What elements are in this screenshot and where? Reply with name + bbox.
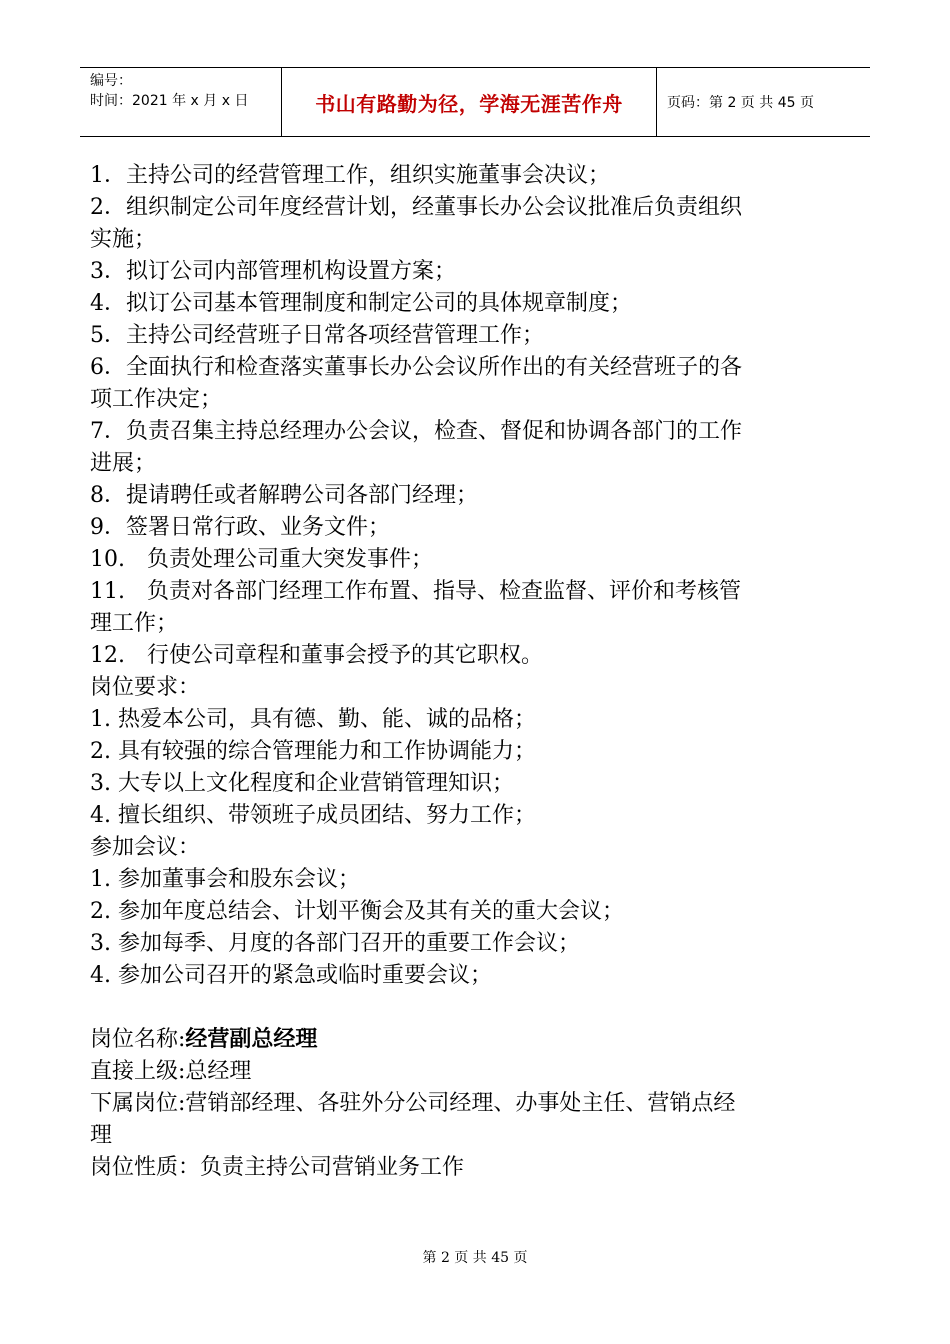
text-line: 1. 热爱本公司，具有德、勤、能、诚的品格；: [90, 707, 536, 732]
text-line: 实施；: [90, 227, 157, 252]
position-name-line: [90, 1024, 870, 1056]
text-line: 4. 参加公司召开的紧急或临时重要会议；: [90, 963, 492, 988]
text-line: 9．签署日常行政、业务文件；: [90, 515, 390, 540]
text-line: 12. 行使公司章程和董事会授予的其它职权。: [90, 643, 543, 668]
header-page-info: [657, 68, 870, 136]
text-line: 7．负责召集主持总经理办公会议，检查、督促和协调各部门的工作: [90, 419, 742, 444]
text-line: 6．全面执行和检查落实董事长办公会议所作出的有关经营班子的各: [90, 355, 742, 380]
superior-line: 直接上级:总经理: [90, 1059, 252, 1084]
time-label: 时间：2021 年 x 月 x 日: [90, 93, 249, 109]
text-line: 2. 具有较强的综合管理能力和工作协调能力；: [90, 739, 536, 764]
header-motto-cell: [282, 68, 657, 136]
text-line: 2．组织制定公司年度经营计划，经董事长办公会议批准后负责组织: [90, 195, 742, 220]
text-line: 项工作决定；: [90, 387, 223, 412]
position-name-label: 岗位名称:: [90, 1027, 186, 1052]
text-line: 5．主持公司经营班子日常各项经营管理工作；: [90, 323, 544, 348]
text-line: 4. 擅长组织、带领班子成员团结、努力工作；: [90, 803, 536, 828]
text-line: 1．主持公司的经营管理工作，组织实施董事会决议；: [90, 163, 610, 188]
number-label: 编号：: [90, 73, 132, 89]
text-line: 3．拟订公司内部管理机构设置方案；: [90, 259, 456, 284]
text-line: 进展；: [90, 451, 157, 476]
position-name-value: 经营副总经理: [185, 1027, 318, 1052]
motto-text: 书山有路勤为径，学海无涯苦作舟: [315, 91, 623, 116]
duty-list: [90, 160, 870, 992]
blank-line: [90, 992, 870, 1024]
header-meta: [80, 68, 282, 136]
subordinates-line: 下属岗位:营销部经理、各驻外分公司经理、办事处主任、营销点经: [90, 1091, 736, 1116]
text-line: 8．提请聘任或者解聘公司各部门经理；: [90, 483, 478, 508]
text-line: 10. 负责处理公司重大突发事件；: [90, 547, 433, 572]
page-info-text: 页码：第 2 页 共 45 页: [667, 95, 814, 111]
text-line: 3. 参加每季、月度的各部门召开的重要工作会议；: [90, 931, 580, 956]
text-line: 11. 负责对各部门经理工作布置、指导、检查监督、评价和考核管: [90, 579, 741, 604]
text-line: 参加会议：: [90, 835, 201, 860]
subordinates-line-cont: 理: [90, 1123, 113, 1148]
page-footer: 第 2 页 共 45 页: [422, 1250, 528, 1266]
nature-line: 岗位性质：负责主持公司营销业务工作: [90, 1155, 465, 1180]
document-body: [90, 160, 870, 1184]
text-line: 岗位要求：: [90, 675, 201, 700]
text-line: 2. 参加年度总结会、计划平衡会及其有关的重大会议；: [90, 899, 624, 924]
text-line: 1. 参加董事会和股东会议；: [90, 867, 360, 892]
document-header: [80, 67, 870, 137]
text-line: 3. 大专以上文化程度和企业营销管理知识；: [90, 771, 514, 796]
text-line: 理工作；: [90, 611, 179, 636]
text-line: 4．拟订公司基本管理制度和制定公司的具体规章制度；: [90, 291, 632, 316]
